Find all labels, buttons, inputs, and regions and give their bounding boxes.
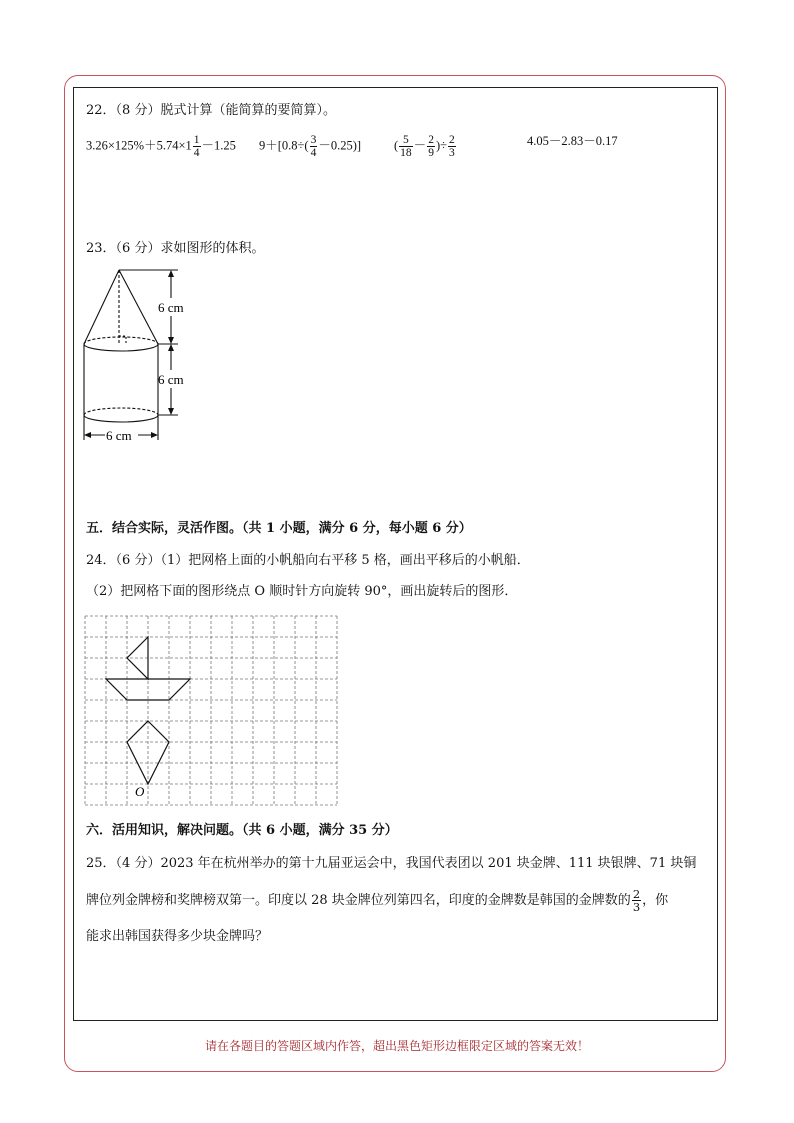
section-5-heading: 五．结合实际，灵活作图。（共 1 小题，满分 6 分，每小题 6 分）	[86, 521, 472, 536]
cone-height-label: 6 cm	[158, 300, 184, 315]
q25-line-1: 25．（4 分）2023 年在杭州举办的第十九届亚运会中，我国代表团以 201 块金牌、111 块银牌、71 块铜	[86, 856, 697, 871]
q22-expr3-fraction-2: $\frac{2}{9}$	[428, 134, 434, 160]
dashed-grid	[85, 616, 337, 805]
q22-title: 22．（8 分）脱式计算（能简算的要简算）。	[86, 103, 336, 118]
q23-title: 23．（6 分）求如图形的体积。	[86, 241, 265, 256]
q22-expr3-fraction-1: $\frac{5}{18}$	[400, 134, 412, 160]
grid-figure	[80, 611, 342, 811]
q22-expr1-fraction: $\frac{1}{4}$	[193, 134, 200, 160]
q22-expr2-fraction: $\frac{3}{4}$	[310, 134, 317, 160]
q24-line-1: 24．（6 分）（1）把网格上面的小帆船向右平移 5 格，画出平移后的小帆船．	[86, 553, 530, 568]
q22-expr1-part-b: －1.25	[201, 138, 236, 153]
diameter-label: 6 cm	[106, 428, 132, 443]
q22-expr1-part-a: 3.26×125%＋5.74×1	[86, 138, 192, 153]
q25-fraction: $\frac{2}{3}$	[632, 887, 641, 915]
cylinder-height-label: 6 cm	[158, 372, 184, 387]
q24-line-2: （2）把网格下面的图形绕点 O 顺时针方向旋转 90°，画出旋转后的图形．	[86, 584, 518, 599]
q22-expression-2	[259, 134, 361, 159]
q25-line-3: 能求出韩国获得多少块金牌吗？	[86, 929, 269, 944]
q25-line-2-text: 牌位列金牌榜和奖牌榜双第一。印度以 28 块金牌位列第四名，印度的金牌数是韩国的金牌数的	[86, 893, 631, 909]
q22-expression-1	[86, 134, 236, 159]
q25-line-2-end: ，你	[642, 893, 669, 909]
section-6-heading: 六．活用知识，解决问题。（共 6 小题，满分 35 分）	[86, 823, 398, 838]
q22-expr2-part-b: －0.25)]	[318, 138, 362, 153]
q25-line-2	[86, 888, 668, 913]
q22-expression-4: 4.05－2.83－0.17	[527, 134, 618, 148]
point-o-label: O	[135, 784, 145, 799]
cone-cylinder-figure	[78, 262, 208, 452]
footer-notice: 请在各题目的答题区域内作答，超出黑色矩形边框限定区域的答案无效！	[204, 1039, 589, 1053]
q22-expr3-fraction-3: $\frac{2}{3}$	[448, 134, 455, 160]
q22-expression-3: ( $\frac{5}{18}$ － $\frac{2}{9}$ )÷ $\frac{2}{3}$	[394, 134, 455, 160]
q22-expr2-part-a: 9＋[0.8÷(	[259, 138, 309, 153]
